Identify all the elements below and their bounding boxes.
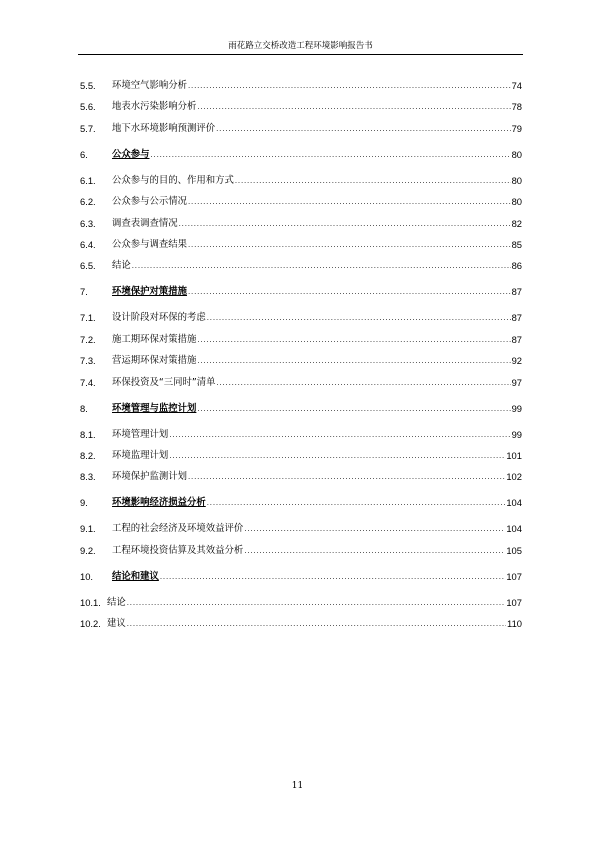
toc-chapter-number: 9.: [80, 497, 88, 509]
toc-entry-number: 10.2.: [80, 618, 101, 630]
toc-entry-page: 110: [507, 618, 522, 630]
toc-entry-page: 105: [506, 544, 522, 556]
toc-entry-page: 80: [511, 196, 522, 208]
toc-entry-title: 环境保护监测计划: [112, 471, 188, 483]
dot-leader: [244, 545, 505, 557]
toc-entry-page: 92: [511, 355, 522, 367]
toc-entry-number: 8.2.: [80, 449, 96, 461]
toc-entry-5-6[interactable]: [80, 94, 522, 113]
toc-entry-number: 6.2.: [80, 196, 96, 208]
toc-entry-page: 79: [511, 122, 522, 134]
dot-leader: [216, 377, 510, 389]
dot-leader: [197, 355, 510, 367]
toc-entry-title: 设计阶段对环保的考虑: [112, 312, 206, 324]
toc-entry-title: 结论: [112, 260, 131, 272]
toc-chapter-title: 环境影响经济损益分析: [112, 497, 206, 509]
toc-entry-page: 85: [511, 238, 522, 250]
toc-entry-page: 82: [511, 217, 522, 229]
toc-chapter-page: 107: [506, 570, 522, 582]
toc-chapter-title: 环境管理与监控计划: [112, 402, 197, 414]
toc-entry-5-5[interactable]: [80, 73, 522, 92]
running-header: [78, 40, 523, 55]
dot-leader: [169, 429, 510, 441]
toc-chapter-6[interactable]: [80, 142, 522, 161]
toc-entry-page: 107: [506, 596, 522, 608]
toc-entry-number: 7.1.: [80, 312, 96, 324]
toc-entry-number: 5.6.: [80, 101, 96, 113]
dot-leader: [160, 571, 505, 583]
toc-entry-title: 环境监理计划: [112, 449, 169, 461]
toc-entry-title: 结论: [107, 596, 126, 608]
toc-entry-title: 公众参与的目的、作用和方式: [112, 174, 234, 186]
dot-leader: [207, 497, 506, 509]
dot-leader: [188, 471, 505, 483]
toc-entry-page: 87: [511, 333, 522, 345]
toc-entry-number: 6.5.: [80, 260, 96, 272]
toc-entry-page: 104: [506, 523, 522, 535]
toc-entry-7-4[interactable]: [80, 370, 522, 389]
toc-entry-page: 80: [511, 174, 522, 186]
toc-entry-number: 6.1.: [80, 174, 96, 186]
toc-entry-10-1[interactable]: [80, 590, 522, 609]
toc-chapter-number: 8.: [80, 402, 88, 414]
toc-entry-6-1[interactable]: [80, 168, 522, 187]
toc-entry-8-1[interactable]: [80, 422, 522, 441]
toc-entry-title: 施工期环保对策措施: [112, 333, 197, 345]
toc-entry-number: 5.5.: [80, 80, 96, 91]
dot-leader: [244, 523, 505, 535]
dot-leader: [216, 123, 510, 135]
dot-leader: [151, 149, 511, 161]
dot-leader: [197, 101, 510, 113]
toc-chapter-7[interactable]: [80, 279, 522, 298]
dot-leader: [235, 175, 511, 187]
toc-entry-title: 建议: [107, 618, 126, 630]
toc-chapter-page: 99: [511, 402, 522, 414]
table-of-contents: [80, 73, 522, 632]
toc-entry-number: 9.1.: [80, 523, 96, 535]
toc-entry-page: 78: [511, 101, 522, 113]
toc-entry-6-5[interactable]: [80, 253, 522, 272]
toc-entry-number: 7.3.: [80, 355, 96, 367]
toc-entry-6-2[interactable]: [80, 189, 522, 208]
toc-entry-page: 87: [511, 312, 522, 324]
toc-entry-10-2[interactable]: [80, 611, 522, 630]
dot-leader: [127, 618, 506, 630]
toc-entry-5-7[interactable]: [80, 116, 522, 135]
header-title: 雨花路立交桥改造工程环境影响报告书: [228, 41, 373, 51]
toc-entry-8-2[interactable]: [80, 443, 522, 462]
toc-chapter-page: 87: [511, 286, 522, 298]
toc-entry-9-2[interactable]: [80, 538, 522, 557]
dot-leader: [197, 334, 510, 346]
toc-entry-page: 101: [506, 449, 522, 461]
toc-entry-8-3[interactable]: [80, 464, 522, 483]
toc-chapter-number: 7.: [80, 286, 88, 298]
dot-leader: [188, 80, 511, 92]
toc-chapter-page: 80: [511, 148, 522, 160]
toc-entry-6-4[interactable]: [80, 232, 522, 251]
dot-leader: [197, 403, 510, 415]
toc-entry-number: 6.4.: [80, 238, 96, 250]
toc-entry-title: 环境空气影响分析: [112, 80, 188, 91]
toc-entry-title: 公众参与公示情况: [112, 196, 188, 208]
dot-leader: [207, 312, 511, 324]
dot-leader: [179, 218, 511, 230]
toc-chapter-8[interactable]: [80, 396, 522, 415]
toc-entry-page: 86: [511, 260, 522, 272]
toc-entry-title: 环保投资及“三同时”清单: [112, 376, 216, 388]
toc-entry-title: 环境管理计划: [112, 428, 169, 440]
toc-entry-6-3[interactable]: [80, 211, 522, 230]
toc-entry-page: 99: [511, 428, 522, 440]
toc-entry-7-3[interactable]: [80, 348, 522, 367]
toc-entry-title: 工程环境投资估算及其效益分析: [112, 544, 244, 556]
toc-entry-page: 74: [511, 80, 522, 91]
dot-leader: [169, 450, 505, 462]
toc-entry-title: 调查表调查情况: [112, 217, 178, 229]
toc-entry-title: 营运期环保对策措施: [112, 355, 197, 367]
dot-leader: [188, 239, 511, 251]
toc-entry-number: 7.2.: [80, 333, 96, 345]
toc-entry-number: 8.1.: [80, 428, 96, 440]
toc-entry-title: 公众参与调查结果: [112, 238, 188, 250]
toc-entry-9-1[interactable]: [80, 516, 522, 535]
dot-leader: [127, 597, 506, 609]
page-footer: [0, 781, 595, 791]
toc-chapter-10[interactable]: [80, 564, 522, 583]
toc-entry-number: 5.7.: [80, 122, 96, 134]
toc-entry-7-1[interactable]: [80, 305, 522, 324]
toc-entry-number: 6.3.: [80, 217, 96, 229]
toc-entry-title: 地表水污染影响分析: [112, 101, 197, 113]
dot-leader: [188, 286, 511, 298]
dot-leader: [188, 196, 511, 208]
toc-entry-page: 102: [506, 471, 522, 483]
toc-chapter-number: 10.: [80, 570, 94, 582]
toc-entry-number: 10.1.: [80, 596, 101, 608]
toc-chapter-9[interactable]: [80, 490, 522, 509]
page-number: 11: [291, 781, 304, 791]
toc-chapter-number: 6.: [80, 148, 88, 160]
toc-chapter-page: 104: [506, 497, 522, 509]
toc-entry-7-2[interactable]: [80, 327, 522, 346]
dot-leader: [132, 260, 511, 272]
toc-chapter-title: 环境保护对策措施: [112, 286, 188, 298]
toc-entry-number: 9.2.: [80, 544, 96, 556]
toc-entry-title: 工程的社会经济及环境效益评价: [112, 523, 244, 535]
toc-entry-title: 地下水环境影响预测评价: [112, 122, 216, 134]
toc-chapter-title: 公众参与: [112, 148, 150, 160]
toc-chapter-title: 结论和建议: [112, 570, 159, 582]
toc-entry-number: 7.4.: [80, 376, 96, 388]
toc-entry-number: 8.3.: [80, 471, 96, 483]
toc-entry-page: 97: [511, 376, 522, 388]
